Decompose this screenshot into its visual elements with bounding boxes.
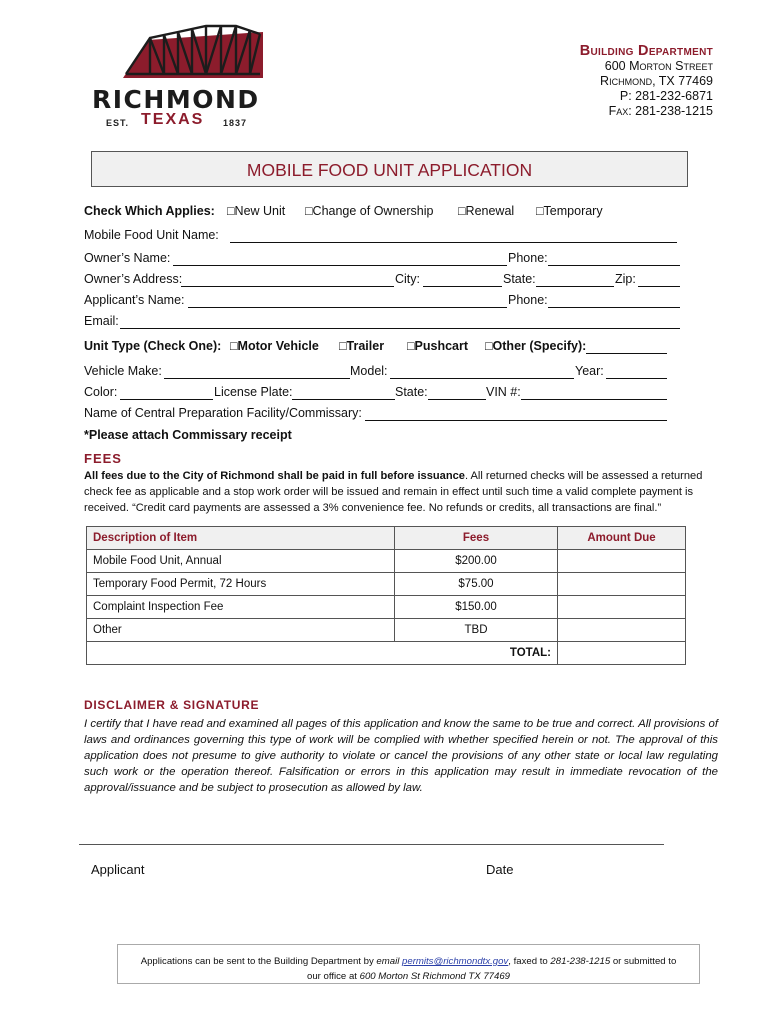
address-line-1: 600 Morton Street [604,59,713,73]
department-address [580,44,713,119]
color-label: Color: [84,385,118,399]
bridge-icon [118,22,268,82]
model-label: Model: [350,364,388,378]
vehicle-state-label: State: [395,385,428,399]
item-cell: Temporary Food Permit, 72 Hours [87,573,395,596]
logo-est: EST. [106,118,130,128]
unit-type-label: Unit Type (Check One): [84,339,222,353]
applicant-name-field[interactable] [188,307,507,308]
fees-text: . All returned checks will be assessed a returned check fee as applicable and a stop work order will be issued and remain in effect until such time a valid complete payment is received. “Credit card payments are assessed a 3% convenience fee. No refunds or credits, all transactions are final.” [84,470,703,514]
state-label: State: [503,272,536,286]
item-cell: Other [87,619,395,642]
license-plate-field[interactable] [292,399,395,400]
footer-email-label: email [376,956,400,967]
fee-cell: $75.00 [395,573,558,596]
owner-name-field[interactable] [173,265,507,266]
checkbox-change-ownership[interactable]: □Change of Ownership [305,204,434,218]
attach-note-row [84,428,682,446]
checkbox-temporary[interactable]: □Temporary [536,204,603,218]
item-cell: Complaint Inspection Fee [87,596,395,619]
fee-cell: $200.00 [395,550,558,573]
email-row [84,314,682,332]
table-row [87,596,686,619]
zip-field[interactable] [638,286,680,287]
amount-due-field[interactable] [558,619,686,642]
table-row [87,550,686,573]
total-field[interactable] [558,642,686,665]
form-title: MOBILE FOOD UNIT APPLICATION [91,151,688,187]
date-label: Date [486,862,514,877]
fees-heading: FEES [84,451,122,466]
fee-cell: $150.00 [395,596,558,619]
owner-address-label: Owner’s Address: [84,272,183,286]
table-row [87,573,686,596]
commissary-row [84,406,682,424]
check-applies-row [84,204,682,222]
owner-phone-field[interactable] [548,265,680,266]
commissary-label: Name of Central Preparation Facility/Commissary: [84,406,362,420]
amount-due-field[interactable] [558,550,686,573]
owner-name-label: Owner’s Name: [84,251,171,265]
table-row [87,619,686,642]
unit-name-field[interactable] [230,242,677,243]
vin-label: VIN #: [486,385,521,399]
vehicle-make-field[interactable] [164,378,350,379]
richmond-logo [88,22,268,132]
fees-paragraph [84,468,704,516]
checkbox-other[interactable]: □Other (Specify): [485,339,587,353]
year-label: Year: [575,364,604,378]
zip-label: Zip: [615,272,636,286]
unit-name-row [84,228,682,246]
commissary-field[interactable] [365,420,667,421]
applicant-phone-field[interactable] [548,307,680,308]
vehicle-state-field[interactable] [428,399,486,400]
vehicle-make-label: Vehicle Make: [84,364,162,378]
footer-text-4: our office at [306,971,357,982]
disclaimer-text: I certify that I have read and examined all pages of this application and know the same to be true and correct. All provisions of laws and ordinances governing this type of work will be complied with whether specified herein or not. The approval of this application does not presume to give authority to violate or cancel the provisions of any other state or local law regulating such work or the operation thereof. Falsification or errors in this application may result in immediate revocation of the approval/issuance and be subject to prosecution as allowed by law. [84,718,718,794]
column-description: Description of Item [87,527,395,550]
checkbox-new-unit[interactable]: □New Unit [227,204,286,218]
item-cell: Mobile Food Unit, Annual [87,550,395,573]
checkbox-motor-vehicle[interactable]: □Motor Vehicle [230,339,319,353]
color-row [84,385,682,403]
checkbox-renewal[interactable]: □Renewal [458,204,515,218]
email-link[interactable]: permits@richmondtx.gov [402,956,509,967]
applicant-name-label: Applicant’s Name: [84,293,185,307]
owner-address-field[interactable] [181,286,394,287]
year-field[interactable] [606,378,667,379]
column-amount-due: Amount Due [558,527,686,550]
applicant-signature-label: Applicant [91,862,145,877]
owner-address-row [84,272,682,290]
attach-note: *Please attach Commissary receipt [84,428,292,442]
applicant-name-row [84,293,682,311]
signature-line[interactable] [79,844,664,845]
footer-address: 600 Morton St Richmond TX 77469 [359,971,511,982]
department-name: Building Department [579,43,713,59]
license-plate-label: License Plate: [214,385,293,399]
amount-due-field[interactable] [558,573,686,596]
fee-table [86,526,686,665]
other-specify-field[interactable] [586,353,667,354]
fee-cell: TBD [395,619,558,642]
department-fax: Fax: 281-238-1215 [608,104,713,118]
email-field[interactable] [120,328,680,329]
amount-due-field[interactable] [558,596,686,619]
checkbox-trailer[interactable]: □Trailer [339,339,385,353]
color-field[interactable] [120,399,213,400]
email-label: Email: [84,314,119,328]
unit-name-label: Mobile Food Unit Name: [84,228,219,242]
state-field[interactable] [536,286,614,287]
checkbox-pushcart[interactable]: □Pushcart [407,339,469,353]
unit-type-row [84,339,682,357]
submission-footer [117,944,700,984]
vin-field[interactable] [521,399,667,400]
owner-phone-label: Phone: [508,251,548,265]
owner-name-row [84,251,682,269]
fee-table-header [87,527,686,550]
footer-fax: 281-238-1215 [550,956,611,967]
applicant-phone-label: Phone: [508,293,548,307]
address-line-2: Richmond, TX 77469 [600,74,713,88]
check-applies-label: Check Which Applies: [84,204,215,218]
footer-text-1: Applications can be sent to the Building Department by [140,956,374,967]
footer-text-2: , faxed to [508,956,548,967]
logo-wordmark: RICHMOND [92,85,260,114]
city-label: City: [395,272,420,286]
column-fees: Fees [395,527,558,550]
total-row [87,642,686,665]
logo-state: TEXAS [141,111,205,128]
footer-text-3: or submitted to [612,956,677,967]
city-field[interactable] [423,286,502,287]
vehicle-make-row [84,364,682,382]
disclaimer-heading: DISCLAIMER & SIGNATURE [84,698,260,712]
model-field[interactable] [390,378,574,379]
fees-bold-lead: All fees due to the City of Richmond shall be paid in full before issuance [84,470,465,482]
total-label: TOTAL: [87,642,558,665]
logo-year: 1837 [223,118,248,128]
department-phone: P: 281-232-6871 [619,89,713,103]
